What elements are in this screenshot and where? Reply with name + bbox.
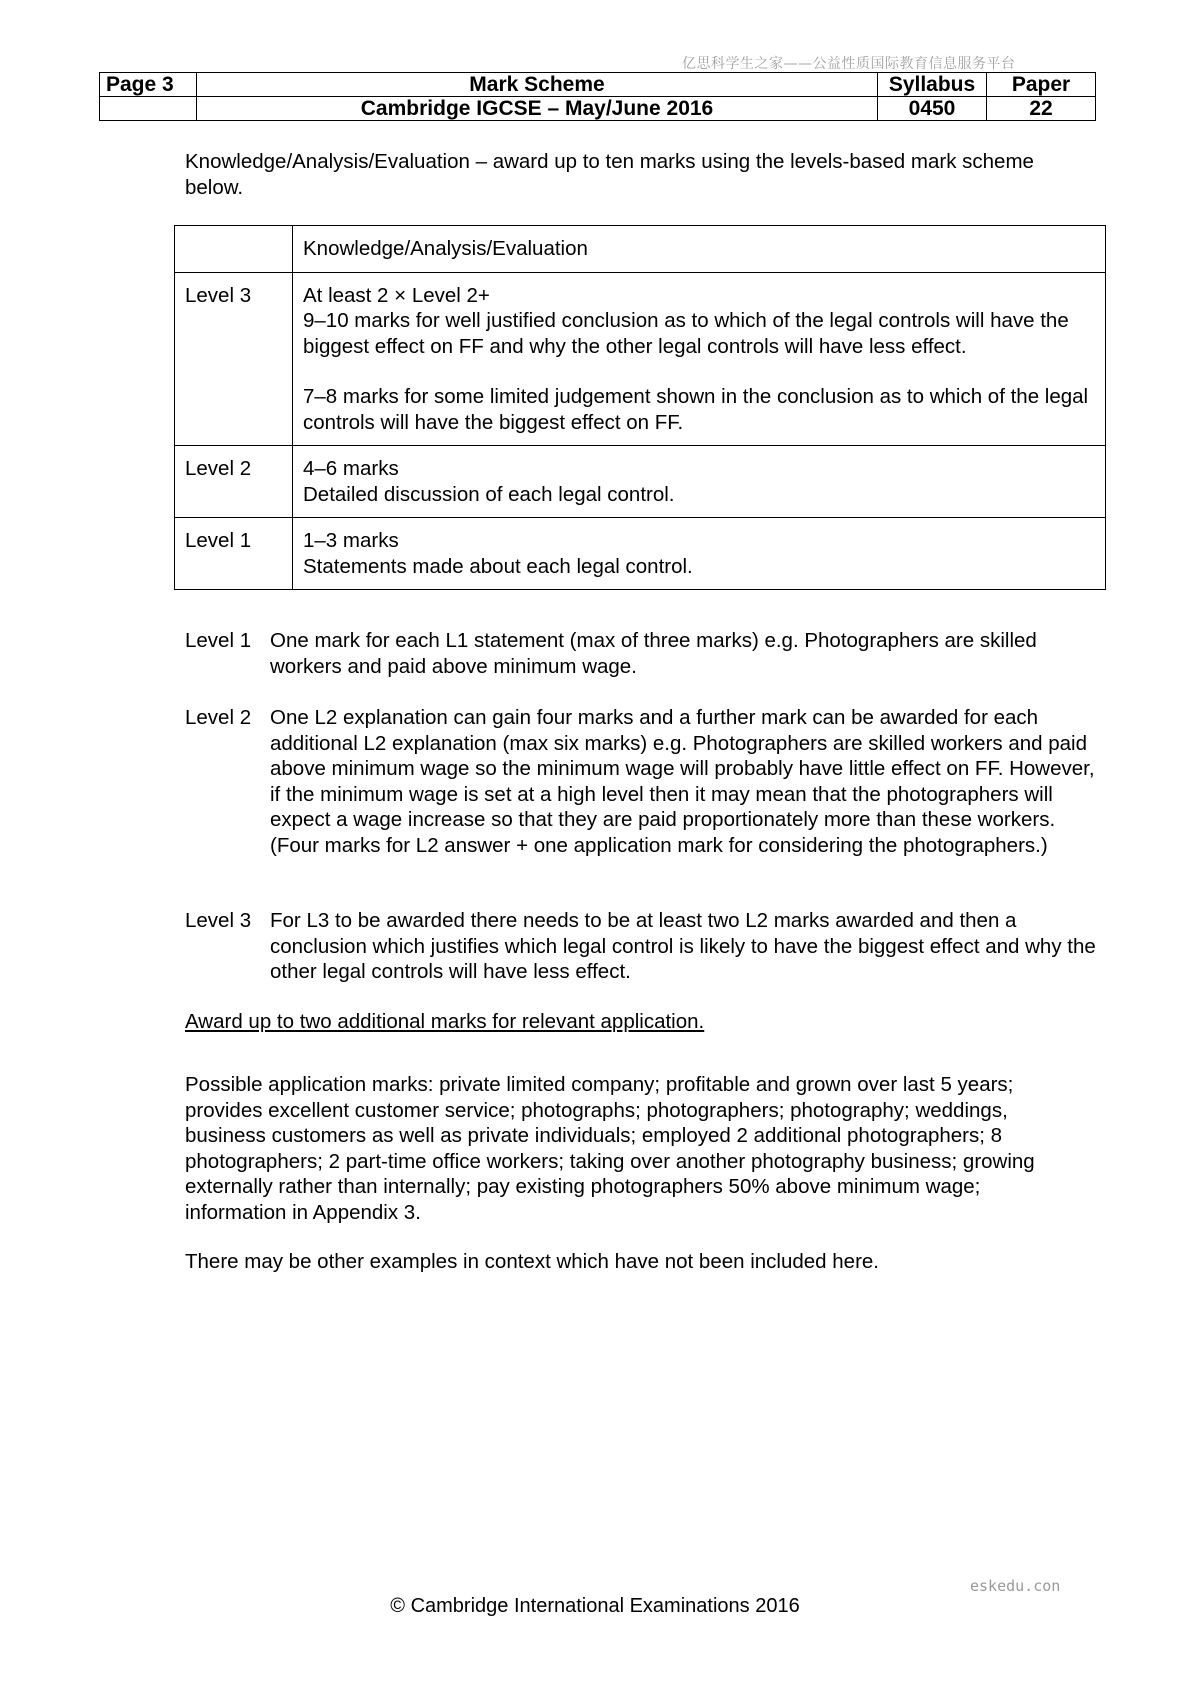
level-description [293,446,1106,518]
page-number: Page 3 [100,73,197,97]
header-title: Mark Scheme [197,73,878,97]
level1-line2: Statements made about each legal control. [303,554,693,578]
guidance-level1 [185,628,1105,679]
header-table [99,72,1096,121]
level-label: Level 1 [175,518,293,590]
syllabus-label: Syllabus [878,73,987,97]
guidance-text: One L2 explanation can gain four marks and a further mark can be awarded for each additional L2 explanation (max six marks) e.g. Photographers are skilled workers and paid above minimum wage so the minimum wage will probably have little effect on FF. However, if the minimum wage is set at a high level then it may mean that the photographers will expect a wage increase so that they are paid proportionately more than these workers. (Four marks for L2 answer + one application mark for considering the photographers.) [270,706,1095,857]
level1-line1: 1–3 marks [303,529,399,552]
footer-copyright: © Cambridge International Examinations 2016 [390,1595,800,1617]
intro-text: Knowledge/Analysis/Evaluation – award up to ten marks using the levels-based mark scheme below. [185,150,1034,199]
guidance-level2 [185,705,1105,858]
level2-line1: 4–6 marks [303,457,399,480]
paper-value: 22 [987,97,1096,121]
levels-header: Knowledge/Analysis/Evaluation [293,226,1106,273]
level-label: Level 3 [175,272,293,446]
award-heading: Award up to two additional marks for relevant application. [185,1010,705,1033]
guidance-level3 [185,908,1105,985]
guidance-text: For L3 to be awarded there needs to be at least two L2 marks awarded and then a conclusion which justifies which legal control is likely to have the biggest effect and why the other legal controls will have less effect. [270,909,1096,983]
table-row [175,518,1106,590]
guidance-label: Level 1 [185,629,252,652]
bottom-watermark: eskedu.con [970,1577,1061,1595]
header-empty-cell [100,97,197,121]
level2-line2: Detailed discussion of each legal control. [303,482,675,506]
syllabus-value: 0450 [878,97,987,121]
header-subtitle: Cambridge IGCSE – May/June 2016 [197,97,878,121]
paper-label: Paper [987,73,1096,97]
other-examples-text: There may be other examples in context which have not been included here. [185,1250,879,1273]
top-watermark: 亿思科学生之家——公益性质国际教育信息服务平台 [682,56,1016,72]
level3-line3: 7–8 marks for some limited judgement shown in the conclusion as to which of the legal controls will have the biggest effect on FF. [303,385,1089,434]
levels-header-empty [175,226,293,273]
guidance-label: Level 2 [185,706,252,729]
level-description [293,272,1106,446]
level-description [293,518,1106,590]
table-row [175,446,1106,518]
guidance-label: Level 3 [185,909,252,932]
guidance-text: One mark for each L1 statement (max of three marks) e.g. Photographers are skilled workers and paid above minimum wage. [270,629,1037,678]
levels-table [174,225,1106,590]
level3-line2: 9–10 marks for well justified conclusion as to which of the legal controls will have the biggest effect on FF and why the other legal controls will have less effect. [303,309,1069,358]
level-label: Level 2 [175,446,293,518]
level3-line1: At least 2 × Level 2+ [303,283,490,307]
application-text: Possible application marks: private limited company; profitable and grown over last 5 years; provides excellent customer service; photographs; photographers; photography; weddings, business customers as well as private individuals; employed 2 additional photographers; 8 photographers; 2 part-time office workers; taking over another photography business; growing externally rather than internally; pay existing photographers 50% above minimum wage; information in Appendix 3. [185,1073,1035,1224]
table-row [175,272,1106,446]
